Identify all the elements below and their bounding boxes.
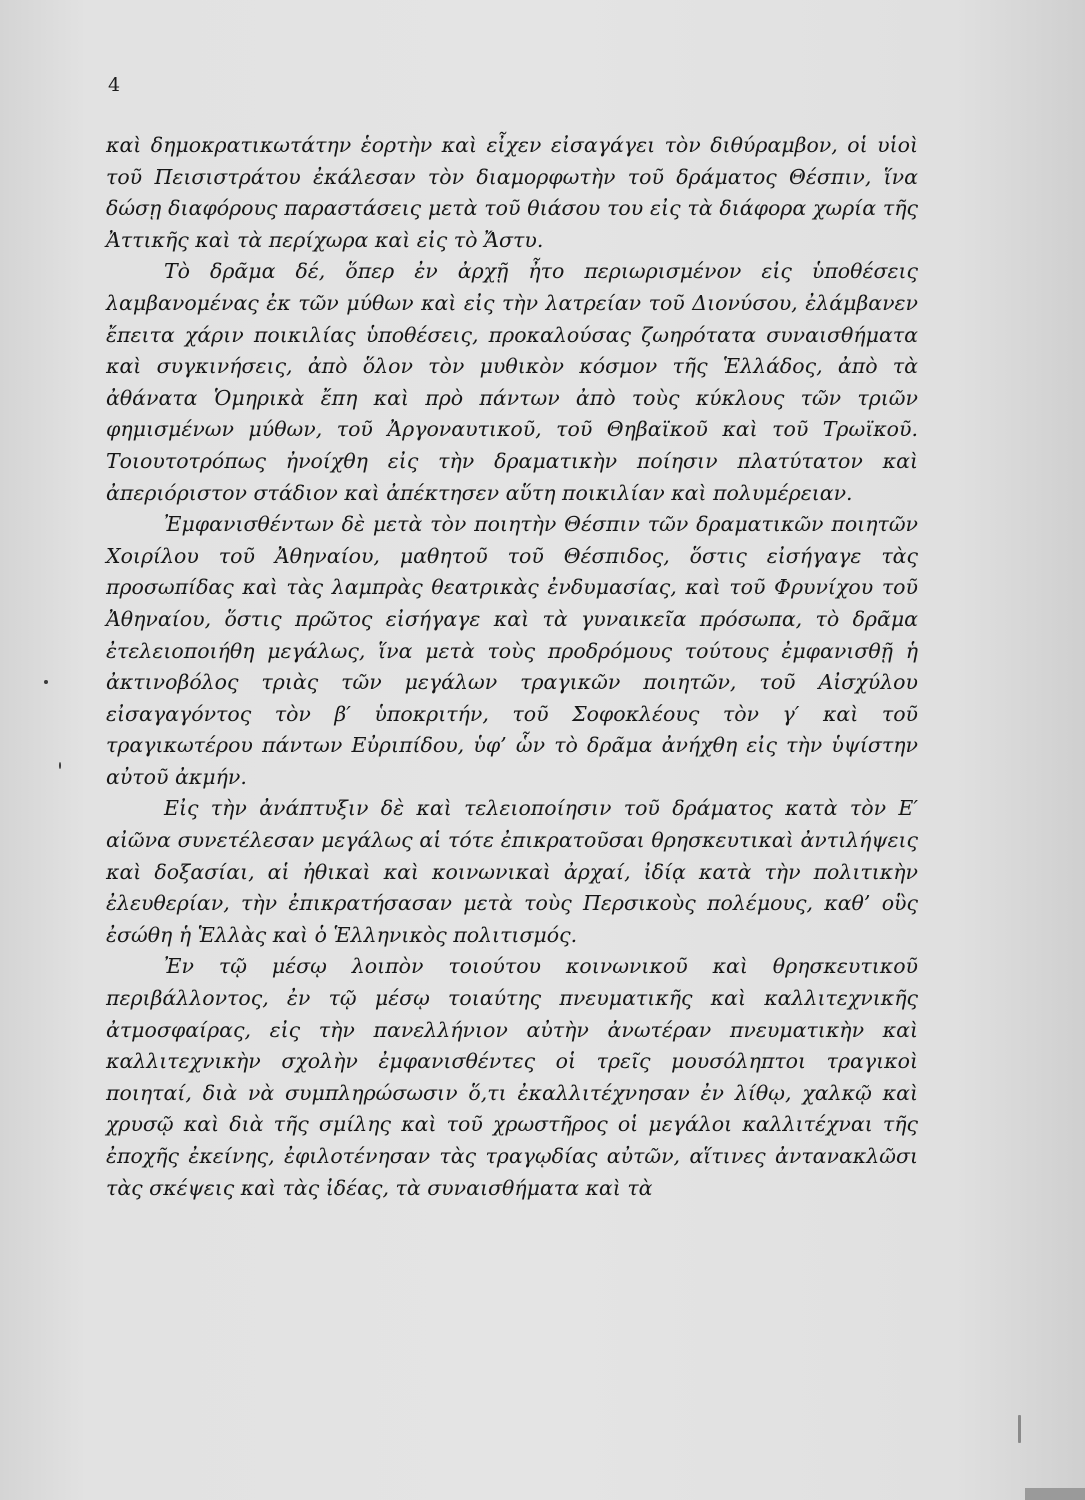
paragraph: Τὸ δρᾶμα δέ, ὅπερ ἐν ἀρχῇ ἦτο περιωρισμένον εἰς ὑποθέσεις λαμβανομένας ἐκ τῶν μύθων καὶ εἰς τὴν λατρείαν τοῦ Διονύσου, ἐλάμβανεν ἔπειτα χάριν ποικιλίας ὑποθέσεις, προκαλούσας ζωηρότατα συναισθήματα καὶ συγκινήσεις, ἀπὸ ὅλον τὸν μυθικὸν κόσμον τῆς Ἑλλάδος, ἀπὸ τὰ ἀθάνατα Ὁμηρικὰ ἔπη καὶ πρὸ πάντων ἀπὸ τοὺς κύκλους τῶν τριῶν φημισμένων μύθων, τοῦ Ἀργοναυτικοῦ, τοῦ Θηβαϊκοῦ καὶ τοῦ Τρωϊκοῦ. Τοιουτοτρόπως ἠνοίχθη εἰς τὴν δραματικὴν ποίησιν πλατύτατον καὶ ἀπεριόριστον στάδιον καὶ ἀπέκτησεν αὕτη ποικιλίαν καὶ πολυμέρειαν. <box>106 259 918 505</box>
scan-speck <box>44 680 48 684</box>
scan-edge <box>1025 1488 1085 1500</box>
body-text <box>106 130 918 1204</box>
page-number: 4 <box>108 74 121 96</box>
scan-speck <box>1018 1415 1021 1443</box>
paragraph: καὶ δημοκρατικωτάτην ἑορτὴν καὶ εἶχεν εἰσαγάγει τὸν διθύραμβον, οἱ υἱοὶ τοῦ Πεισιστράτου ἐκάλεσαν τὸν διαμορφωτὴν τοῦ δράματος Θέσπιν, ἵνα δώσῃ διαφόρους παραστάσεις μετὰ τοῦ θιάσου του εἰς τὰ διάφορα χωρία τῆς Ἀττικῆς καὶ τὰ περίχωρα καὶ εἰς τὸ Ἄστυ. <box>106 133 918 252</box>
paragraph: Ἐν τῷ μέσῳ λοιπὸν τοιούτου κοινωνικοῦ καὶ θρησκευτικοῦ περιβάλλοντος, ἐν τῷ μέσῳ τοιαύτης πνευματικῆς καὶ καλλιτεχνικῆς ἀτμοσφαίρας, εἰς τὴν πανελλήνιον αὐτὴν ἀνωτέραν πνευματικὴν καὶ καλλιτεχνικὴν σχολὴν ἐμφανισθέντες οἱ τρεῖς μουσόληπτοι τραγικοὶ ποιηταί, διὰ νὰ συμπληρώσωσιν ὅ,τι ἐκαλλιτέχνησαν ἐν λίθῳ, χαλκῷ καὶ χρυσῷ καὶ διὰ τῆς σμίλης καὶ τοῦ χρωστῆρος οἱ μεγάλοι καλλιτέχναι τῆς ἐποχῆς ἐκείνης, ἐφιλοτένησαν τὰς τραγῳδίας αὐτῶν, αἵτινες ἀντανακλῶσι τὰς σκέψεις καὶ τὰς ἰδέας, τὰ συναισθήματα καὶ τὰ <box>106 954 918 1200</box>
scan-speck <box>59 762 61 769</box>
paragraph: Ἐμφανισθέντων δὲ μετὰ τὸν ποιητὴν Θέσπιν τῶν δραματικῶν ποιητῶν Χοιρίλου τοῦ Ἀθηναίου, μαθητοῦ τοῦ Θέσπιδος, ὅστις εἰσήγαγε τὰς προσωπίδας καὶ τὰς λαμπρὰς θεατρικὰς ἐνδυμασίας, καὶ τοῦ Φρυνίχου τοῦ Ἀθηναίου, ὅστις πρῶτος εἰσήγαγε καὶ τὰ γυναικεῖα πρόσωπα, τὸ δρᾶμα ἐτελειοποιήθη μεγάλως, ἵνα μετὰ τοὺς προδρόμους τούτους ἐμφανισθῇ ἡ ἀκτινοβόλος τριὰς τῶν μεγάλων τραγικῶν ποιητῶν, τοῦ Αἰσχύλου εἰσαγαγόντος τὸν β′ ὑποκριτήν, τοῦ Σοφοκλέους τὸν γ′ καὶ τοῦ τραγικωτέρου πάντων Εὐριπίδου, ὑφ’ ὧν τὸ δρᾶμα ἀνήχθη εἰς τὴν ὑψίστην αὐτοῦ ἀκμήν. <box>106 512 918 789</box>
paragraph: Εἰς τὴν ἀνάπτυξιν δὲ καὶ τελειοποίησιν τοῦ δράματος κατὰ τὸν Ε′ αἰῶνα συνετέλεσαν μεγάλως αἱ τότε ἐπικρατοῦσαι θρησκευτικαὶ ἀντιλήψεις καὶ δοξασίαι, αἱ ἠθικαὶ καὶ κοινωνικαὶ ἀρχαί, ἰδίᾳ κατὰ τὴν πολιτικὴν ἐλευθερίαν, τὴν ἐπικρατήσασαν μετὰ τοὺς Περσικοὺς πολέμους, καθ’ οὓς ἐσώθη ἡ Ἑλλὰς καὶ ὁ Ἑλληνικὸς πολιτισμός. <box>106 796 918 947</box>
